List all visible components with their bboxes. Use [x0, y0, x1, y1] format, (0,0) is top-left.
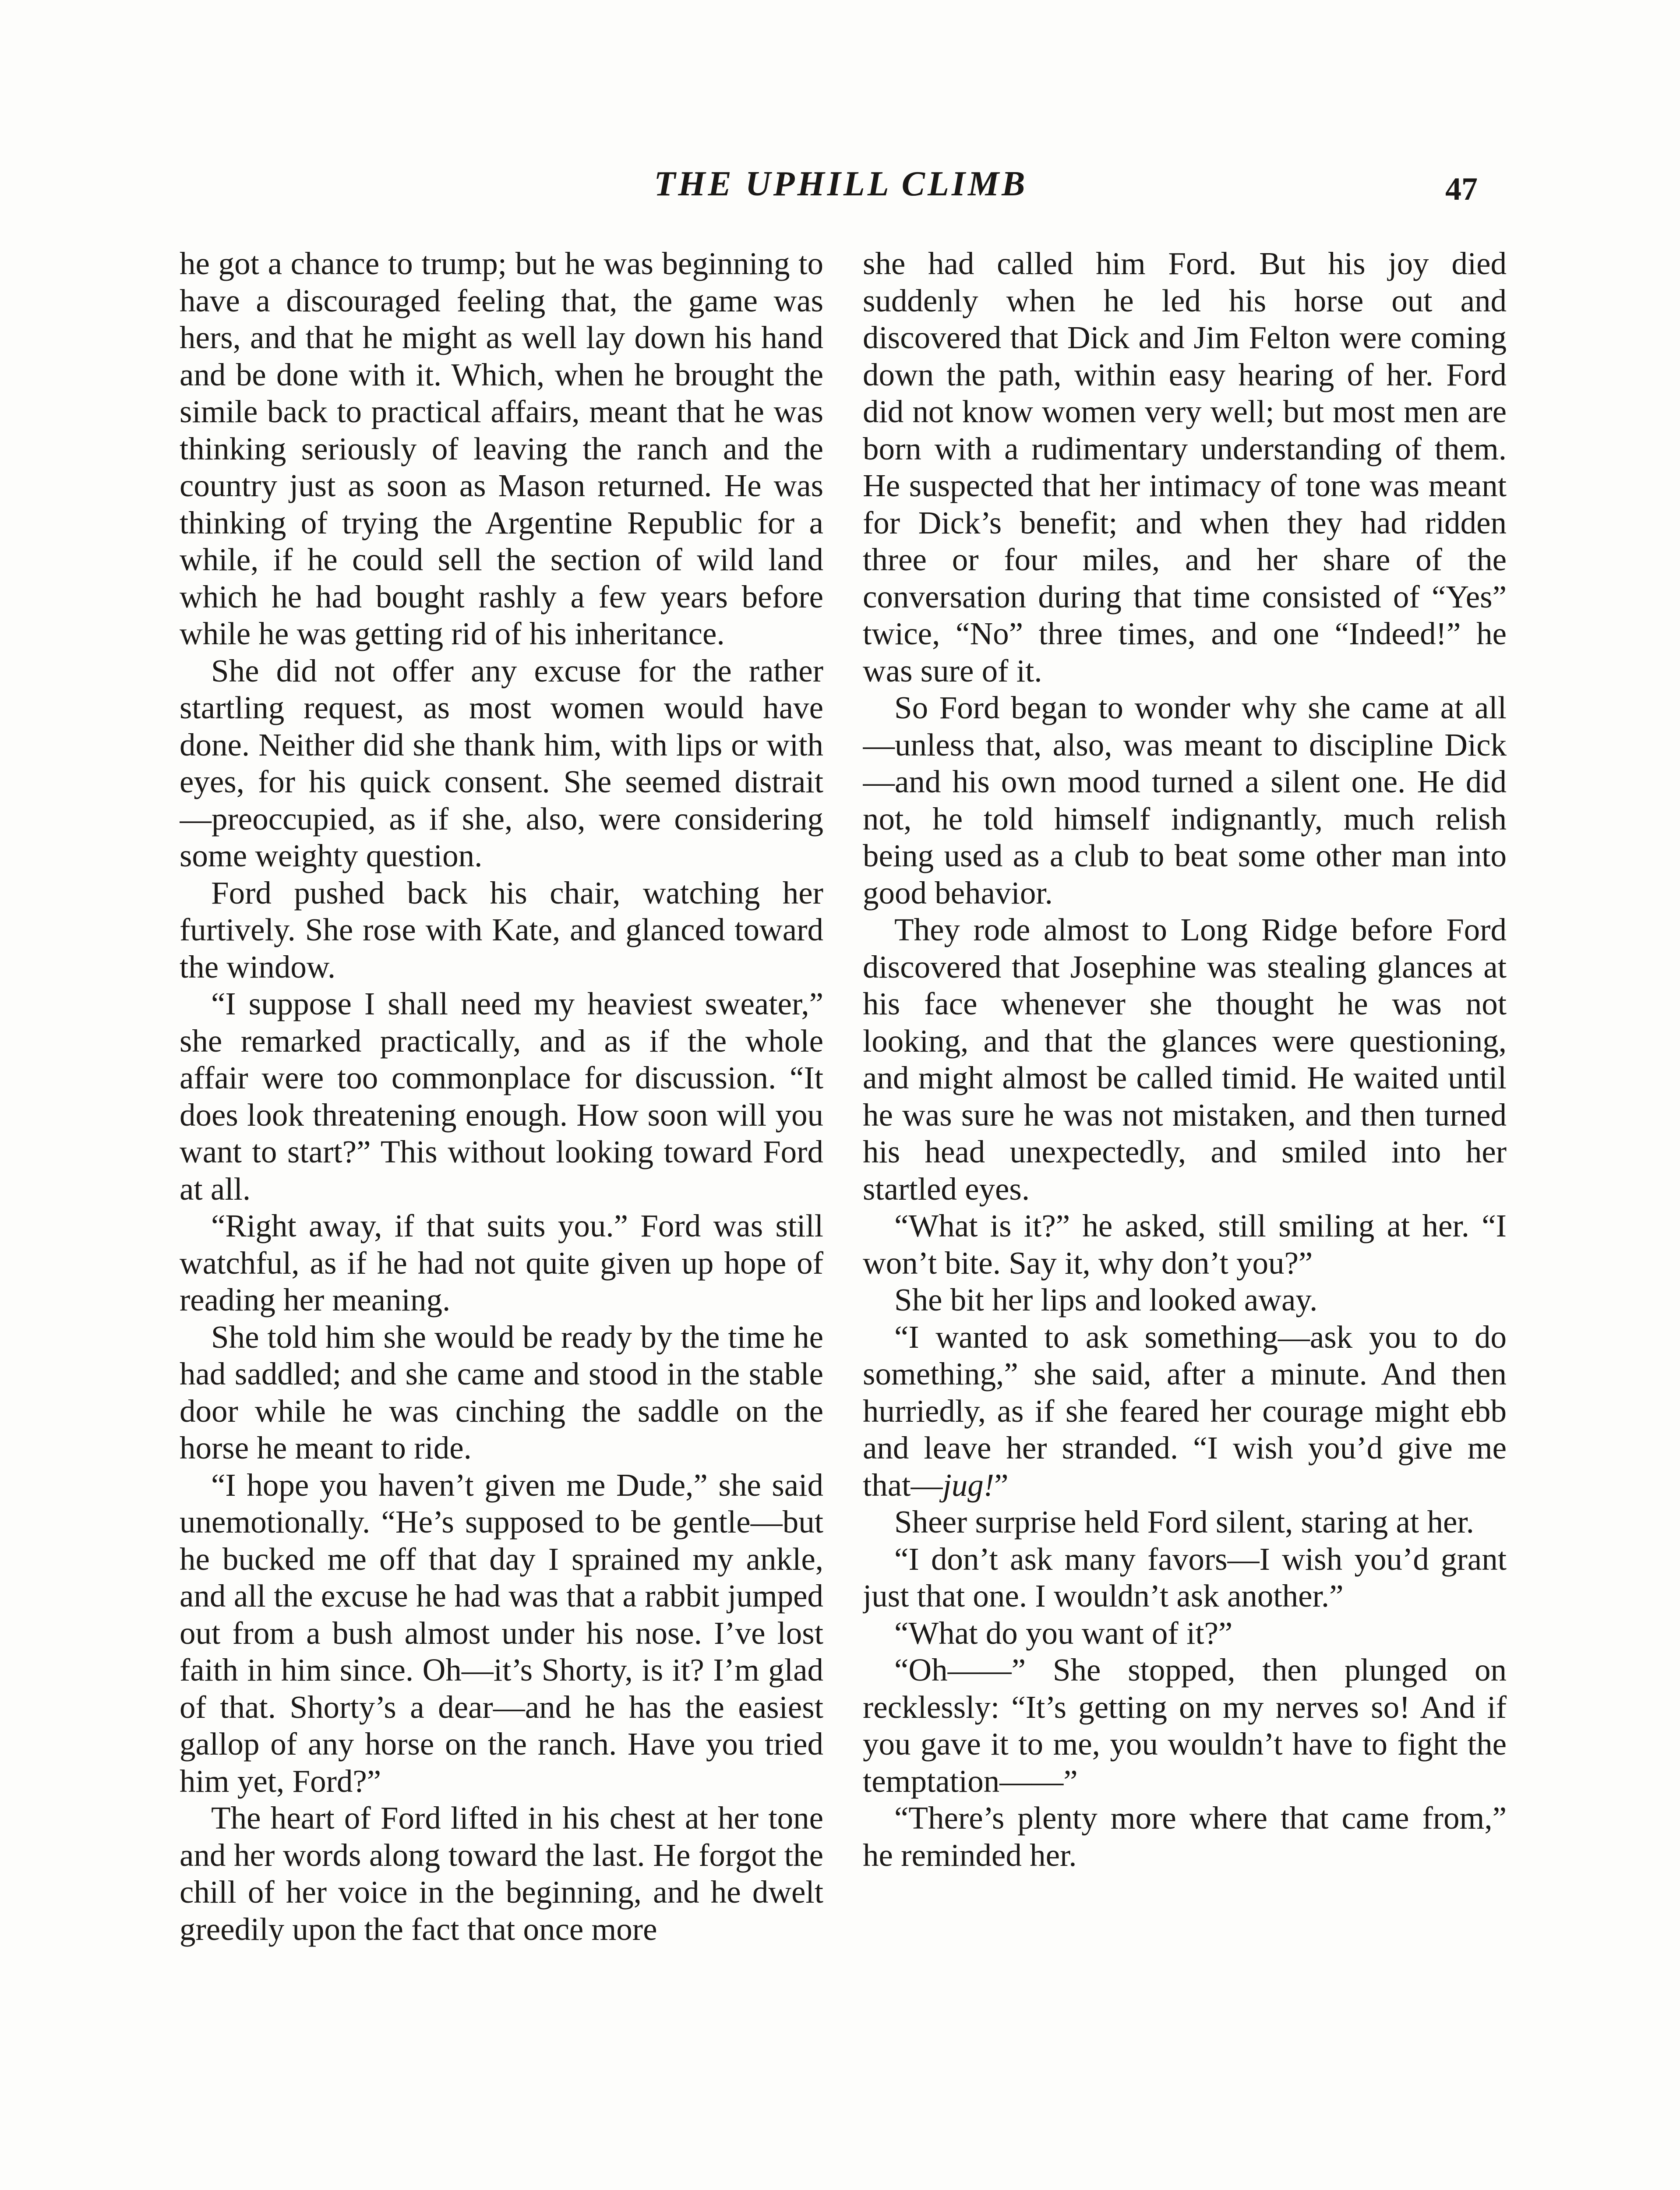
paragraph: “Oh——” She stopped, then plunged on recklessly: “It’s getting on my nerves so! And if you gave it to me, you wouldn’t have to fight the temptation——”	[863, 1652, 1507, 1799]
paragraph: She bit her lips and looked away.	[894, 1282, 1318, 1318]
paragraph: “I don’t ask many favors—I wish you’d grant just that one. I wouldn’t ask another.”	[863, 1541, 1507, 1614]
paragraph: So Ford began to wonder why she came at all—unless that, also, was meant to discipline Dick—and his own mood turned a silent one. He did not, he told himself indignantly, much relish being used as a club to beat some other man into good behavior.	[863, 690, 1507, 911]
left-text-column	[180, 245, 823, 2190]
paragraph: she had called him Ford. But his joy died suddenly when he led his horse out and discovered that Dick and Jim Felton were coming down the path, within easy hearing of her. Ford did not know women very well; but most men are born with a rudimentary understanding of them. He suspected that her intimacy of tone was meant for Dick’s benefit; and when they had ridden three or four miles, and her share of the conversation during that time consisted of “Yes” twice, “No” three times, and one “Indeed!” he was sure of it.	[863, 246, 1507, 689]
paragraph-text: “I wanted to ask something—ask you to do something,” she said, after a minute. And then hurriedly, as if she feared her courage might ebb and leave her stranded. “I wish you’d give me that—	[863, 1319, 1507, 1503]
paragraph: “I suppose I shall need my heaviest sweater,” she remarked practically, and as if the whole affair were too commonplace for discussion. “It does look threatening enough. How soon will you want to start?” This without looking toward Ford at all.	[180, 986, 823, 1207]
paragraph: “What is it?” he asked, still smiling at her. “I won’t bite. Say it, why don’t you?”	[863, 1208, 1507, 1281]
paragraph: They rode almost to Long Ridge before Ford discovered that Josephine was stealing glances at his face whenever she thought he was not looking, and that the glances were questioning, and might almost be called timid. He waited until he was sure he was not mistaken, and then turned his head unexpectedly, and smiled into her startled eyes.	[863, 912, 1507, 1207]
paragraph-with-italic	[863, 1319, 1507, 1504]
paragraph: She did not offer any excuse for the rather startling request, as most women would have done. Neither did she thank him, with lips or with eyes, for his quick consent. She seemed distrait —preoccupied, as if she, also, were considering some weighty question.	[180, 653, 823, 873]
italic-word: jug!	[942, 1467, 995, 1503]
right-text-column	[863, 245, 1507, 2190]
paragraph: She told him she would be ready by the time he had saddled; and she came and stood in the stable door while he was cinching the saddle on the horse he meant to ride.	[180, 1319, 823, 1466]
paragraph: he got a chance to trump; but he was beginning to have a discouraged feeling that, the game was hers, and that he might as well lay down his hand and be done with it. Which, when he brought the simile back to practical affairs, meant that he was thinking seriously of leaving the ranch and the country just as soon as Mason returned. He was thinking of trying the Argentine Republic for a while, if he could sell the section of wild land which he had bought rashly a few years before while he was getting rid of his inheritance.	[180, 246, 823, 651]
closing-quote: ”	[994, 1467, 1009, 1503]
running-title: THE UPHILL CLIMB	[654, 165, 1028, 203]
paragraph: Ford pushed back his chair, watching her furtively. She rose with Kate, and glanced toward the window.	[180, 875, 823, 985]
paragraph: “Right away, if that suits you.” Ford was still watchful, as if he had not quite given up hope of reading her meaning.	[180, 1208, 823, 1318]
paragraph: Sheer surprise held Ford silent, staring at her.	[894, 1504, 1474, 1540]
paragraph: “I hope you haven’t given me Dude,” she said unemotionally. “He’s supposed to be gentle—but he bucked me off that day I sprained my ankle, and all the excuse he had was that a rabbit jumped out from a bush almost under his nose. I’ve lost faith in him since. Oh—it’s Shorty, is it? I’m glad of that. Shorty’s a dear—and he has the easiest gallop of any horse on the ranch. Have you tried him yet, Ford?”	[180, 1467, 823, 1799]
page-number: 47	[1445, 171, 1478, 207]
paragraph: “There’s plenty more where that came from,” he reminded her.	[863, 1800, 1507, 1873]
paragraph: The heart of Ford lifted in his chest at her tone and her words along toward the last. He forgot the chill of her voice in the beginning, and he dwelt greedily upon the fact that once more	[180, 1800, 823, 1947]
paragraph: “What do you want of it?”	[894, 1615, 1233, 1651]
